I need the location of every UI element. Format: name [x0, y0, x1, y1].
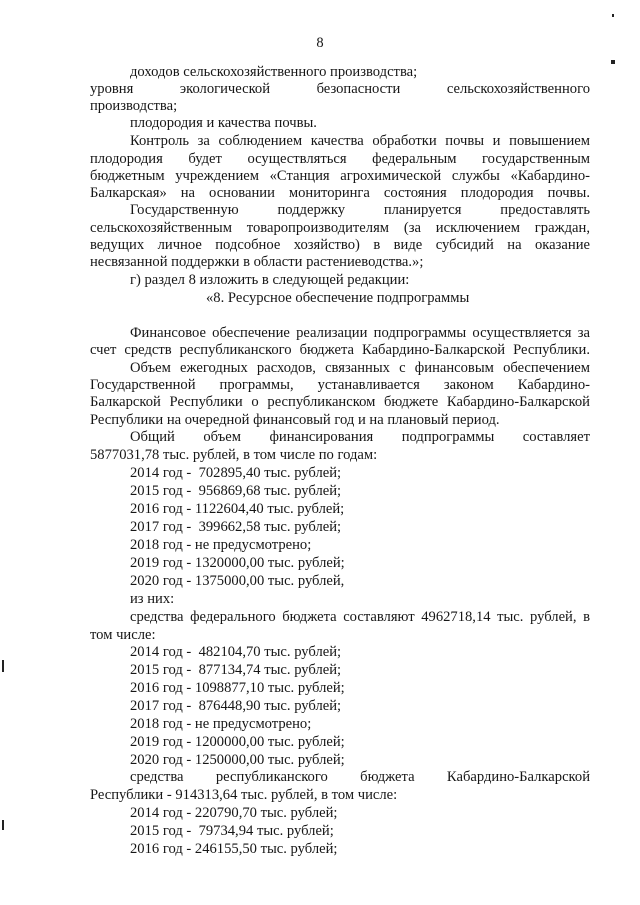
text-line: г) раздел 8 изложить в следующей редакции: [130, 272, 410, 288]
text-line: 5877031,78 тыс. рублей, в том числе по годам: [90, 447, 378, 463]
text-line: плодородия будет осуществляться федеральным государственным [90, 151, 590, 167]
text-line: счет средств республиканского бюджета Кабардино-Балкарской Республики. [90, 342, 590, 358]
text-line: Балкарской Республики о республиканском бюджете Кабардино-Балкарской [90, 394, 590, 410]
text-line: 2020 год - 1250000,00 тыс. рублей; [130, 752, 345, 768]
text-line: 2014 год - 482104,70 тыс. рублей; [130, 644, 342, 660]
text-line: Контроль за соблюдением качества обработки почвы и повышением [130, 133, 590, 149]
scan-mark [612, 14, 614, 17]
text-line: Балкарская» на основании мониторинга состояния плодородия почвы. [90, 185, 590, 201]
text-line: средства федерального бюджета составляют 4962718,14 тыс. рублей, в [130, 609, 590, 625]
scan-mark [611, 60, 615, 64]
text-line: «8. Ресурсное обеспечение подпрограммы [206, 290, 470, 306]
text-line: 2014 год - 702895,40 тыс. рублей; [130, 465, 342, 481]
text-line: плодородия и качества почвы. [130, 115, 317, 131]
text-line: 2020 год - 1375000,00 тыс. рублей, [130, 573, 345, 589]
text-line: производства; [90, 98, 178, 114]
text-line: 2017 год - 399662,58 тыс. рублей; [130, 519, 342, 535]
text-line: из них: [130, 591, 175, 607]
text-line: Государственную поддержку планируется предоставлять [130, 202, 590, 218]
text-line: Объем ежегодных расходов, связанных с финансовым обеспечением [130, 360, 590, 376]
text-line: Общий объем финансирования подпрограммы составляет [130, 429, 590, 445]
text-line: Республики - 914313,64 тыс. рублей, в том числе: [90, 787, 398, 803]
text-line: 2015 год - 79734,94 тыс. рублей; [130, 823, 334, 839]
text-line: Финансовое обеспечение реализации подпрограммы осуществляется за [130, 325, 590, 341]
text-line: Республики на очередной финансовый год и на плановый период. [90, 412, 500, 428]
text-line: 2015 год - 877134,74 тыс. рублей; [130, 662, 342, 678]
text-line: 2019 год - 1200000,00 тыс. рублей; [130, 734, 345, 750]
text-line: 2016 год - 246155,50 тыс. рублей; [130, 841, 338, 857]
text-line: доходов сельскохозяйственного производства; [130, 64, 418, 80]
text-line: сельскохозяйственным товаропроизводителям (за исключением граждан, [90, 220, 590, 236]
text-line: ведущих личное подсобное хозяйство) в виде субсидий на оказание [90, 237, 590, 253]
text-line: 2014 год - 220790,70 тыс. рублей; [130, 805, 338, 821]
scan-mark [2, 820, 4, 830]
text-line: том числе: [90, 627, 156, 643]
text-line: 2017 год - 876448,90 тыс. рублей; [130, 698, 342, 714]
text-line: Государственной программы, устанавливается законом Кабардино- [90, 377, 590, 393]
page-number: 8 [316, 35, 324, 51]
text-line: 2016 год - 1122604,40 тыс. рублей; [130, 501, 345, 517]
text-line: 2016 год - 1098877,10 тыс. рублей; [130, 680, 345, 696]
text-line: 2018 год - не предусмотрено; [130, 537, 312, 553]
text-line: 2019 год - 1320000,00 тыс. рублей; [130, 555, 345, 571]
text-line: бюджетным учреждением «Станция агрохимической службы «Кабардино- [90, 168, 590, 184]
text-line: несвязанной поддержки в области растениеводства.»; [90, 254, 424, 270]
text-line: 2018 год - не предусмотрено; [130, 716, 312, 732]
text-line: средства республиканского бюджета Кабардино-Балкарской [130, 769, 590, 785]
text-line: 2015 год - 956869,68 тыс. рублей; [130, 483, 342, 499]
scan-mark [2, 660, 4, 672]
text-line: уровня экологической безопасности сельскохозяйственного [90, 81, 590, 97]
